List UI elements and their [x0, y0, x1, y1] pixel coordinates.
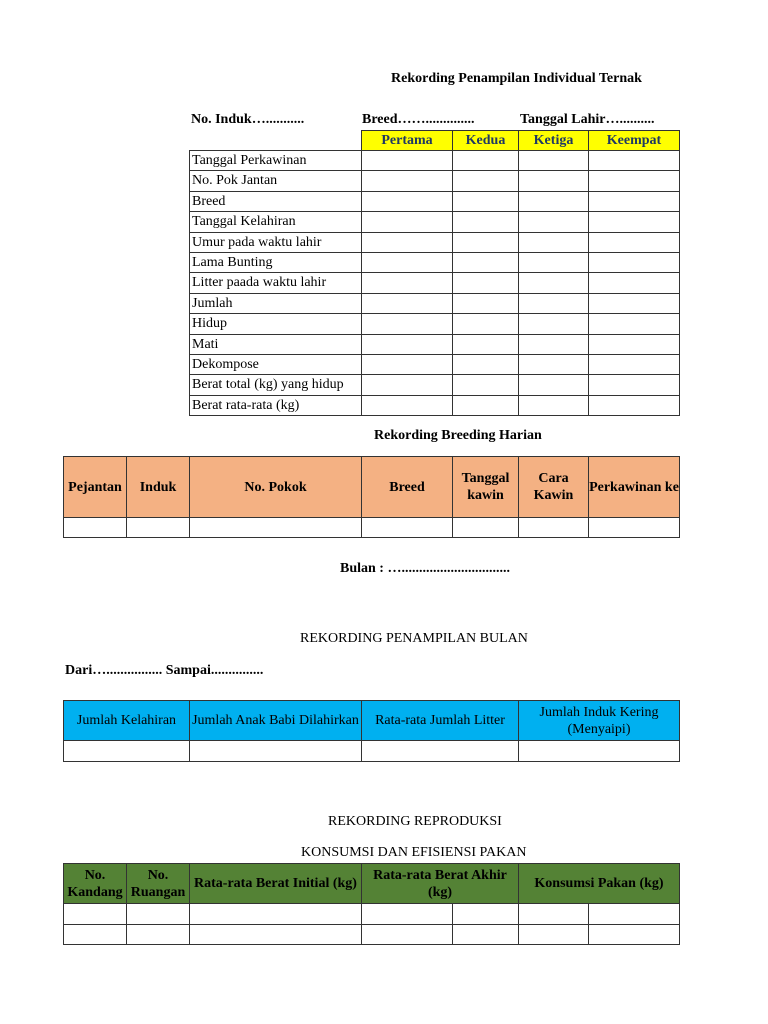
table1-row-label: Breed: [189, 191, 362, 212]
table2-cell: [518, 517, 589, 538]
table1-cell: [361, 170, 453, 192]
table3-header-1: Jumlah Kelahiran: [63, 700, 190, 741]
table3-header-2: Jumlah Anak Babi Dilahirkan: [189, 700, 362, 741]
table1-cell: [588, 252, 680, 273]
table1-row-label: Tanggal Perkawinan: [189, 150, 362, 171]
table4-header-4: Rata-rata Berat Akhir (kg): [361, 863, 519, 904]
table1-cell: [518, 354, 589, 375]
table1-cell: [452, 232, 519, 253]
table1-header-2: Kedua: [452, 130, 519, 151]
table2-header-1: Pejantan: [63, 456, 127, 518]
table2-header-6: Cara Kawin: [518, 456, 589, 518]
table1-cell: [361, 232, 453, 253]
table1-row-label: Tanggal Kelahiran: [189, 211, 362, 233]
table1-cell: [452, 272, 519, 294]
table3-cell: [518, 740, 680, 762]
table1-row-label: Berat rata-rata (kg): [189, 395, 362, 416]
table1-row-label: Dekompose: [189, 354, 362, 375]
table1-cell: [361, 395, 453, 416]
table4-cell: [361, 903, 453, 925]
table1-cell: [361, 272, 453, 294]
table3-header-3: Rata-rata Jumlah Litter: [361, 700, 519, 741]
table2-header-7: Perkawinan ke: [588, 456, 680, 518]
table1-cell: [588, 354, 680, 375]
table4-cell: [126, 903, 190, 925]
table4-cell: [588, 924, 680, 945]
table2-header-2: Induk: [126, 456, 190, 518]
table4-cell: [588, 903, 680, 925]
table1-cell: [452, 354, 519, 375]
table4-cell: [189, 903, 362, 925]
table3-cell: [361, 740, 519, 762]
table1-cell: [518, 170, 589, 192]
table1-cell: [452, 191, 519, 212]
table4-cell: [63, 924, 127, 945]
table1-row-label: Mati: [189, 334, 362, 355]
table1-cell: [452, 252, 519, 273]
table1-cell: [452, 313, 519, 335]
table1-row-label: Jumlah: [189, 293, 362, 314]
table1-cell: [518, 374, 589, 396]
table1-cell: [518, 232, 589, 253]
table1-cell: [518, 293, 589, 314]
table1-header-1: Pertama: [361, 130, 453, 151]
table1-row-label: Lama Bunting: [189, 252, 362, 273]
table4-cell: [518, 903, 589, 925]
table3-cell: [189, 740, 362, 762]
table1-row-label: Hidup: [189, 313, 362, 335]
table1-cell: [452, 211, 519, 233]
table1-cell: [588, 395, 680, 416]
table2-cell: [452, 517, 519, 538]
table1-cell: [518, 334, 589, 355]
section3-title: REKORDING PENAMPILAN BULAN: [300, 631, 528, 646]
table1-cell: [588, 211, 680, 233]
table1-cell: [361, 191, 453, 212]
table3-header-4: Jumlah Induk Kering (Menyaipi): [518, 700, 680, 741]
table1-cell: [518, 272, 589, 294]
table4-cell: [452, 903, 519, 925]
table1-cell: [518, 191, 589, 212]
table1-cell: [588, 191, 680, 212]
table1-cell: [361, 150, 453, 171]
table2-cell: [361, 517, 453, 538]
table1-cell: [452, 374, 519, 396]
table2-cell: [588, 517, 680, 538]
bulan-label: Bulan : …...............................: [340, 561, 510, 576]
table1-cell: [361, 334, 453, 355]
breed-label: Breed……..............: [362, 112, 475, 127]
table4-cell: [361, 924, 453, 945]
table4-cell: [126, 924, 190, 945]
table1-cell: [361, 354, 453, 375]
table1-cell: [518, 252, 589, 273]
table4-cell: [63, 903, 127, 925]
table4-header-1: No. Kandang: [63, 863, 127, 904]
table2-cell: [63, 517, 127, 538]
no-induk-label: No. Induk…...........: [191, 112, 305, 127]
table1-cell: [588, 293, 680, 314]
table1-cell: [588, 334, 680, 355]
table2-cell: [126, 517, 190, 538]
table1-row-label: Berat total (kg) yang hidup: [189, 374, 362, 396]
table4-cell: [518, 924, 589, 945]
table1-cell: [588, 272, 680, 294]
section1-title: Rekording Penampilan Individual Ternak: [391, 71, 642, 86]
section2-title: Rekording Breeding Harian: [374, 428, 542, 443]
table1-cell: [518, 211, 589, 233]
table1-cell: [361, 293, 453, 314]
section4-subtitle: KONSUMSI DAN EFISIENSI PAKAN: [301, 845, 527, 860]
table1-header-blank: [189, 130, 362, 151]
table1-cell: [518, 395, 589, 416]
table4-cell: [189, 924, 362, 945]
table1-cell: [452, 293, 519, 314]
table4-header-2: No. Ruangan: [126, 863, 190, 904]
table1-header-4: Keempat: [588, 130, 680, 151]
tanggal-lahir-label: Tanggal Lahir…..........: [520, 112, 655, 127]
table1-cell: [361, 374, 453, 396]
table1-cell: [588, 374, 680, 396]
table1-header-3: Ketiga: [518, 130, 589, 151]
table1-row-label: Litter paada waktu lahir: [189, 272, 362, 294]
table4-header-3: Rata-rata Berat Initial (kg): [189, 863, 362, 904]
table1-row-label: No. Pok Jantan: [189, 170, 362, 192]
table1-cell: [361, 313, 453, 335]
table2-header-3: No. Pokok: [189, 456, 362, 518]
table3-cell: [63, 740, 190, 762]
table4-cell: [452, 924, 519, 945]
table1-cell: [452, 334, 519, 355]
dari-sampai-label: Dari…................ Sampai...............: [65, 663, 264, 678]
table2-header-5: Tanggal kawin: [452, 456, 519, 518]
table1-cell: [588, 170, 680, 192]
table1-cell: [518, 313, 589, 335]
table1-cell: [452, 395, 519, 416]
table1-cell: [588, 313, 680, 335]
table1-cell: [452, 170, 519, 192]
section4-title: REKORDING REPRODUKSI: [328, 814, 502, 829]
table1-cell: [361, 252, 453, 273]
table1-cell: [452, 150, 519, 171]
table2-cell: [189, 517, 362, 538]
table1-cell: [588, 232, 680, 253]
table1-cell: [588, 150, 680, 171]
table1-row-label: Umur pada waktu lahir: [189, 232, 362, 253]
table2-header-4: Breed: [361, 456, 453, 518]
table4-header-5: Konsumsi Pakan (kg): [518, 863, 680, 904]
table1-cell: [361, 211, 453, 233]
table1-cell: [518, 150, 589, 171]
